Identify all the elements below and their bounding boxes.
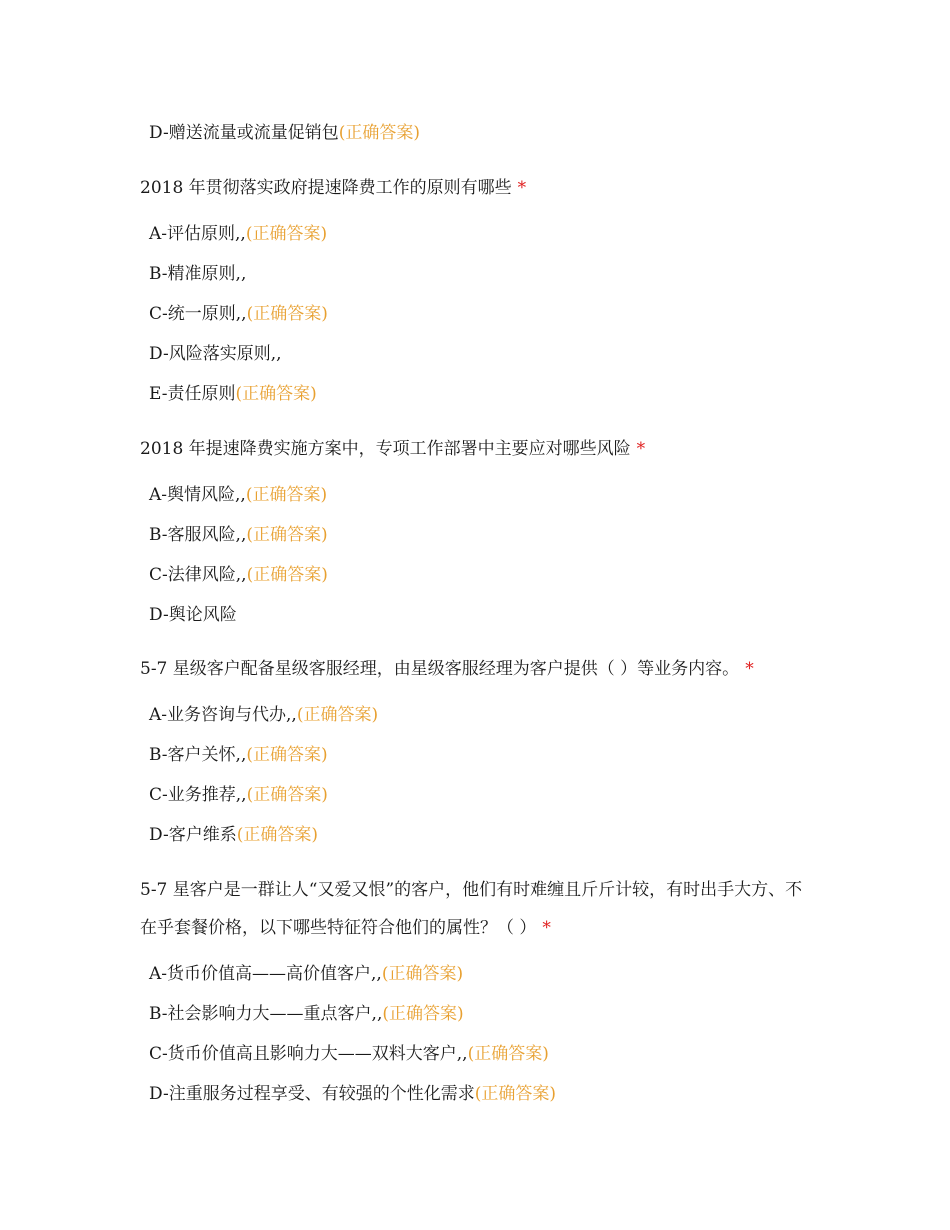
option-item: [149, 823, 318, 847]
option-item: [149, 302, 328, 326]
option-text: C-货币价值高且影响力大——双料大客户,,: [149, 1044, 468, 1064]
correct-answer-mark: (正确答案): [467, 1044, 549, 1064]
option-text: B-客服风险,,: [149, 525, 247, 545]
question-title: [140, 169, 810, 207]
option-item: [149, 222, 327, 246]
option-item: [149, 962, 463, 986]
option-text: A-货币价值高——高价值客户,,: [149, 964, 382, 984]
option-item: [149, 783, 328, 807]
question-text: 2018 年提速降费实施方案中，专项工作部署中主要应对哪些风险: [140, 439, 631, 459]
option-text: D-风险落实原则,,: [149, 344, 282, 364]
required-asterisk: *: [542, 918, 551, 938]
correct-answer-mark: (正确答案): [245, 224, 328, 244]
option-text: E-责任原则: [149, 384, 236, 404]
option-item: [149, 382, 317, 406]
option-item: [149, 743, 328, 767]
correct-answer-mark: (正确答案): [246, 565, 328, 585]
option-text: B-客户关怀,,: [149, 745, 247, 765]
correct-answer-mark: (正确答案): [246, 785, 328, 805]
option-text: D-注重服务过程享受、有较强的个性化需求: [149, 1084, 475, 1104]
question-title: [140, 650, 810, 688]
required-asterisk: *: [745, 659, 754, 679]
option-text: D-客户维系: [149, 825, 237, 845]
question-text: 5-7 星级客户配备星级客服经理，由星级客服经理为客户提供（ ）等业务内容。: [140, 659, 740, 679]
option-text: B-社会影响力大——重点客户,,: [149, 1004, 383, 1024]
question-text: 2018 年贯彻落实政府提速降费工作的原则有哪些: [140, 178, 512, 198]
correct-answer-mark: (正确答案): [382, 1004, 464, 1024]
question-title: [140, 430, 810, 468]
correct-answer-mark: (正确答案): [246, 304, 328, 324]
option-text: A-评估原则,,: [149, 224, 246, 244]
option-text: D-赠送流量或流量促销包: [149, 123, 339, 143]
correct-answer-mark: (正确答案): [245, 485, 328, 505]
option-item: [149, 703, 378, 727]
option-item: [149, 1002, 464, 1026]
correct-answer-mark: (正确答案): [338, 123, 420, 143]
required-asterisk: *: [517, 178, 527, 198]
required-asterisk: *: [636, 439, 646, 459]
option-item: [149, 1082, 556, 1106]
correct-answer-mark: (正确答案): [246, 525, 328, 545]
option-item: [149, 603, 237, 627]
option-text: C-统一原则,,: [149, 304, 247, 324]
option-item: [149, 1042, 549, 1066]
option-text: C-法律风险,,: [149, 565, 247, 585]
option-item: [149, 262, 246, 286]
option-item: [149, 121, 420, 145]
option-text: C-业务推荐,,: [149, 785, 247, 805]
option-item: [149, 342, 282, 366]
option-text: B-精准原则,,: [149, 264, 247, 284]
question-title: [140, 871, 810, 947]
option-item: [149, 563, 328, 587]
correct-answer-mark: (正确答案): [381, 964, 464, 984]
option-text: A-业务咨询与代办,,: [149, 705, 297, 725]
option-text: D-舆论风险: [149, 605, 237, 625]
correct-answer-mark: (正确答案): [296, 705, 379, 725]
option-item: [149, 523, 328, 547]
correct-answer-mark: (正确答案): [474, 1084, 556, 1104]
correct-answer-mark: (正确答案): [246, 745, 328, 765]
correct-answer-mark: (正确答案): [235, 384, 317, 404]
option-text: A-舆情风险,,: [149, 485, 246, 505]
option-item: [149, 483, 327, 507]
question-text: 5-7 星客户是一群让人“又爱又恨”的客户，他们有时难缠且斤斤计较，有时出手大方、不在乎套餐价格，以下哪些特征符合他们的属性？（ ）: [140, 880, 803, 938]
correct-answer-mark: (正确答案): [236, 825, 318, 845]
